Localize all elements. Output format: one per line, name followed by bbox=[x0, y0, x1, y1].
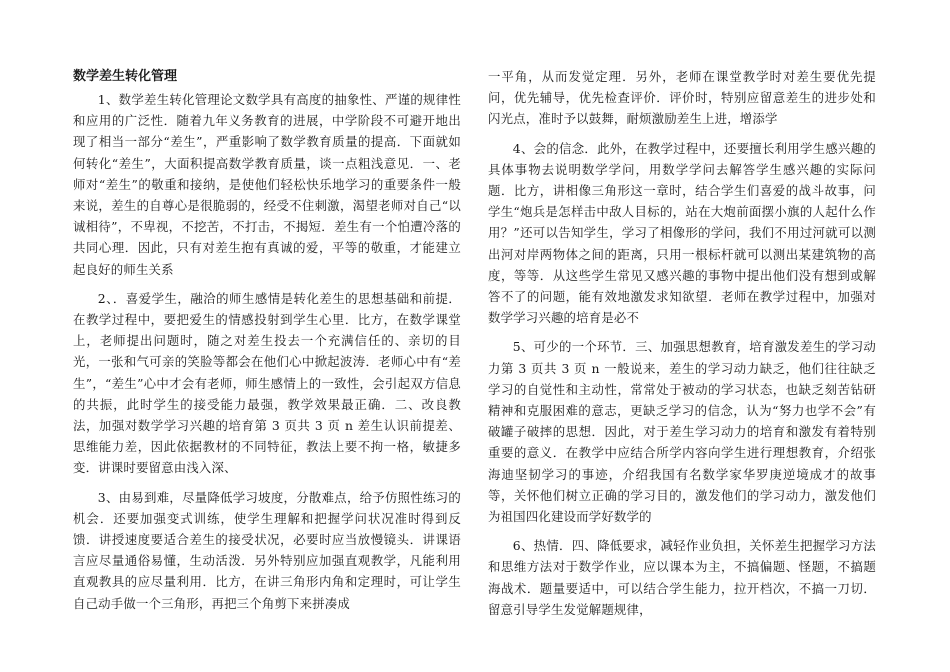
paragraph-6: 6、热情．四、降低要求，减轻作业负担，关怀差生把握学习方法和思维方法对于数学作业，应以课本为主，不搞偏题、怪题，不搞题海战术．题量要适中，可以结合学生能力，拉开档次，不搞一刀切．留意引导学生发觉解题规律， bbox=[488, 538, 876, 617]
paragraph-2: 2、．喜爱学生，融洽的师生感情是转化差生的思想基础和前提．在教学过程中，要把爱生的情感投射到学生心里．比方，在数学课堂上，老师提出问题时，随之对差生投去一个充满信任的、亲切的目光，一张和气可亲的笑脸等都会在他们心中掀起波涛．老师心中有“差生”，“差生”心中才会有老师，师生感情上的一致性，会引起双方信息的共振，此时学生的接受能力最强，教学效果最正确．二、改良教法，加强对数学学习兴趣的培育第 3 页共 3 页 n 差生认识前提差、思维能力差，因此依据教材的不同特征，教法上要不拘一格，敏捷多变．讲课时要留意由浅入深、 bbox=[73, 290, 461, 476]
paragraph-5: 5、可少的一个环节．三、加强思想教育，培育激发差生的学习动力第 3 页共 3 页 n 一般说来，差生的学习动力缺乏，他们往往缺乏学习的自觉性和主动性，常常处于被动的学习状态，也缺乏刻苦钻研精神和克服困难的意志，更缺乏学习的信念，认为“努力也学不会”有破罐子破摔的思想．因此，对于差生学习动力的培育和激发有着特别重要的意义．在教学中应结合所学内容向学生进行理想教育，介绍张海迪坚韧学习的事迹，介绍我国有名数学家华罗庚逆境成才的故事等，关怀他们树立正确的学习目的，激发他们的学习动力，激发他们为祖国四化建设而学好数学的 bbox=[488, 339, 876, 525]
paragraph-4: 4、会的信念．此外，在教学过程中，还要擅长利用学生感兴趣的具体事物去说明数学学问，用数学学问去解答学生感兴趣的实际问题．比方，讲相像三角形这一章时，结合学生们喜爱的战斗故事，问学生“炮兵是怎样击中敌人目标的，站在大炮前面摆小旗的人起什么作用？”还可以告知学生，学习了相像形的学问，我们不用过河就可以测出河对岸两物体之间的距离，只用一根标杆就可以测出某建筑物的高度，等等．从这些学生常见又感兴趣的事物中提出他们没有想到或解答不了的问题，能有效地激发求知欲望．老师在教学过程中，加强对数学学习兴趣的培育是必不 bbox=[488, 140, 876, 326]
left-column bbox=[73, 66, 461, 622]
paragraph-3-continued: 一平角，从而发觉定理．另外，老师在课堂教学时对差生要优先提问，优先辅导，优先检查评价．评价时，特别应留意差生的进步处和闪光点，准时予以鼓舞，耐烦激励差生上进，增添学 bbox=[488, 69, 876, 127]
document-title: 数学差生转化管理 bbox=[73, 69, 178, 84]
right-column bbox=[488, 66, 876, 628]
paragraph-3: 3、由易到难，尽量降低学习坡度，分散难点，给予仿照性练习的机会．还要加强变式训练，使学生理解和把握学问状况准时得到反馈．讲授速度要适合差生的接受状况，必要时应当放慢镜头．讲课语言应尽量通俗易懂，生动活泼．另外特别应加强直观教学，凡能利用直观教具的应尽量利用．比方，在讲三角形内角和定理时，可让学生自己动手做一个三角形，再把三个角剪下来拼凑成 bbox=[73, 489, 461, 611]
paragraph-1: 1、数学差生转化管理论文数学具有高度的抽象性、严谨的规律性和应用的广泛性．随着九年义务教育的进展，中学阶段不可避开地出现了相当一部分“差生”，严重影响了数学教育质量的提高．下面就如何转化“差生”，大面积提高数学教育质量，谈一点粗浅意见．一、老师对“差生”的敬重和接纳，是使他们轻松快乐地学习的重要条件一般来说，差生的自尊心是很脆弱的，经受不住刺激，渴望老师对自己“以诚相待”，不卑视，不挖苦，不打击，不揭短．差生有一个怕遭冷落的共同心理．因此，只有对差生抱有真诚的爱，平等的敬重，才能建立起良好的师生关系 bbox=[73, 92, 461, 277]
